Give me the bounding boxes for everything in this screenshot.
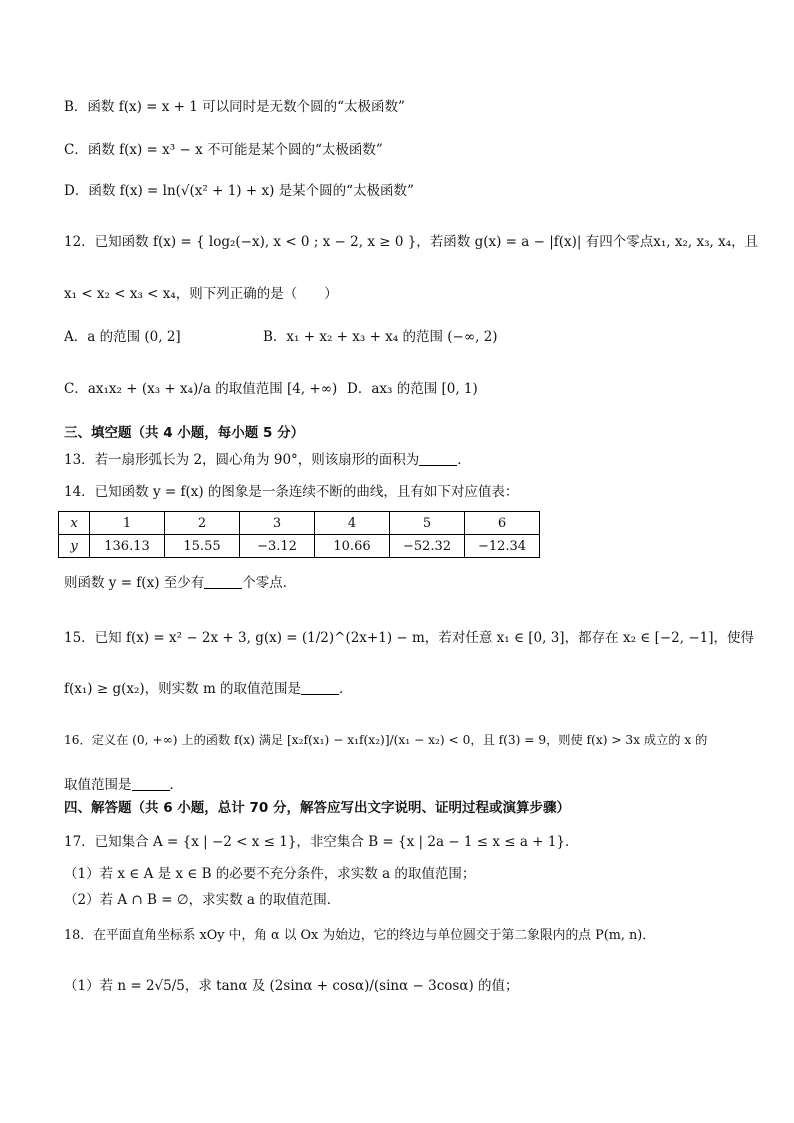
q12-text-post: x₁, x₂, x₃, x₄，且 (653, 234, 759, 250)
question-13 (64, 450, 754, 470)
q15-text-mid: 若对任意 x₁ ∈ [0, 3]， (438, 630, 579, 646)
q12-text-mid: 若函数 g(x) = a − |f(x)| 有四个零点 (429, 234, 654, 250)
question-14: 14．已知函数 y = f(x) 的图象是一条连续不断的曲线，且有如下对应值表： (64, 484, 519, 500)
answer-blank (204, 574, 242, 589)
table-row (59, 512, 540, 535)
table-cell: −52.32 (390, 535, 465, 558)
table-cell: 15.55 (165, 535, 240, 558)
q12-option-c: C．ax₁x₂ + (x₃ + x₄)/a 的取值范围 [4, +∞) (64, 381, 338, 397)
option-d-line: D．函数 f(x) = ln(√(x² + 1) + x) 是某个圆的“太极函数” (64, 183, 414, 199)
question-18-part1: （1）若 n = 2√5/5，求 tanα 及 (2sinα + cosα)/(sinα − 3cosα) 的值； (64, 978, 519, 994)
q15-end: ． (339, 681, 353, 697)
q12-option-d: D．ax₃ 的范围 [0, 1) (347, 381, 478, 397)
question-17-part1: （1）若 x ∈ A 是 x ∈ B 的必要不充分条件，求实数 a 的取值范围； (64, 866, 476, 882)
option-b-line: B．函数 f(x) = x + 1 可以同时是无数个圆的“太极函数” (64, 99, 405, 115)
table-cell: 136.13 (90, 535, 165, 558)
question-17: 17．已知集合 A = {x | −2 < x ≤ 1}，非空集合 B = {x | 2a − 1 ≤ x ≤ a + 1}． (64, 834, 579, 850)
question-17-part2: （2）若 A ∩ B = ∅，求实数 a 的取值范围． (64, 892, 341, 908)
table-cell: 5 (390, 512, 465, 535)
table-cell: 10.66 (315, 535, 390, 558)
q15-text-post: 都存在 x₂ ∈ [−2, −1]，使得 (578, 630, 754, 646)
q14-after-text: 则函数 y = f(x) 至少有 (64, 575, 205, 591)
q13-end: ． (457, 452, 471, 468)
q14-after-end: 个零点． (242, 575, 297, 591)
q15-text-pre: 15．已知 f(x) = x² − 2x + 3, g(x) = (1/2)^(2x+1) − m， (64, 630, 439, 646)
table-cell: −3.12 (240, 535, 315, 558)
q12-text-pre: 12．已知函数 f(x) = { log₂(−x), x < 0 ; x − 2, x ≥ 0 }， (64, 234, 430, 250)
table-cell: −12.34 (465, 535, 540, 558)
q12-option-a: A．a 的范围 (0, 2] (64, 329, 181, 345)
table-cell: 3 (240, 512, 315, 535)
table-cell: x (59, 512, 90, 535)
table-row (59, 535, 540, 558)
q16-text2: 取值范围是 (64, 777, 132, 793)
table-cell: 6 (465, 512, 540, 535)
section-3-heading: 三、填空题（共 4 小题，每小题 5 分） (64, 425, 305, 441)
answer-blank (132, 776, 170, 791)
answer-blank (419, 451, 457, 466)
value-table (58, 511, 540, 558)
question-12-line2: x₁ < x₂ < x₃ < x₄，则下列正确的是（ ） (64, 286, 338, 302)
q13-text: 13．若一扇形弧长为 2，圆心角为 90°，则该扇形的面积为 (64, 452, 420, 468)
question-18: 18．在平面直角坐标系 xOy 中，角 α 以 Ox 为始边，它的终边与单位圆交于第二象限内的点 P(m, n)． (64, 928, 656, 943)
answer-blank (301, 680, 339, 695)
q12-option-b: B．x₁ + x₂ + x₃ + x₄ 的范围 (−∞, 2) (263, 329, 498, 345)
q16-end: ． (169, 777, 183, 793)
question-14-after (64, 573, 754, 593)
section-4-heading: 四、解答题（共 6 小题，总计 70 分，解答应写出文字说明、证明过程或演算步骤） (64, 800, 570, 816)
question-16-line1: 16．定义在 (0, +∞) 上的函数 f(x) 满足 [x₂f(x₁) − x₁f(x₂)]/(x₁ − x₂) < 0，且 f(3) = 9，则使 f(x) > 3x 成立的 x 的 (64, 733, 708, 747)
question-15-line1 (64, 628, 754, 648)
table-cell: y (59, 535, 90, 558)
question-15-line2 (64, 679, 754, 699)
option-c-line: C．函数 f(x) = x³ − x 不可能是某个圆的“太极函数” (64, 142, 383, 158)
table-cell: 4 (315, 512, 390, 535)
question-16-line2 (64, 775, 754, 795)
question-12-line1 (64, 232, 759, 252)
q15-text2: f(x₁) ≥ g(x₂)，则实数 m 的取值范围是 (64, 681, 302, 697)
table-cell: 2 (165, 512, 240, 535)
table-cell: 1 (90, 512, 165, 535)
